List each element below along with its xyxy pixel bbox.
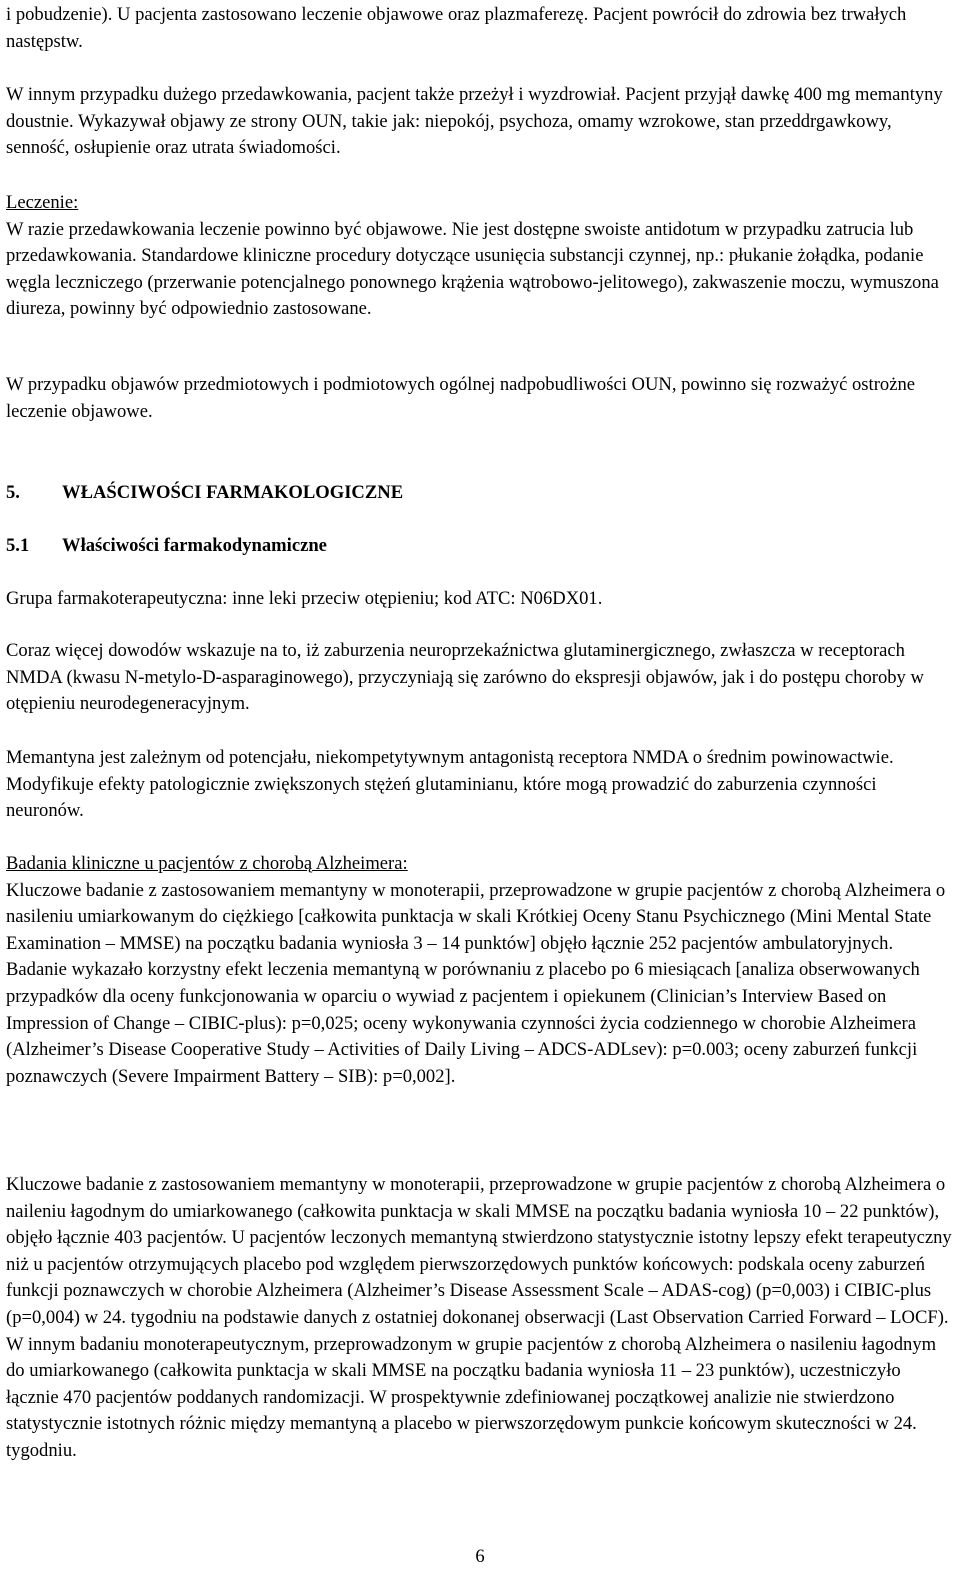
paragraph-atc-code: Grupa farmakoterapeutyczna: inne leki przeciw otępieniu; kod ATC: N06DX01. [6,588,603,609]
section-5-1-number: 5.1 [6,535,30,556]
page-number: 6 [475,1546,485,1567]
paragraph-overdose-case-1: i pobudzenie). U pacjenta zastosowano leczenie objawowe oraz plazmaferezę. Pacjent powrócił do zdrowia bez trwałych następstw. [6,4,907,52]
clinical-trials-text: Kluczowe badanie z zastosowaniem memantyny w monoterapii, przeprowadzone w grupie pacjentów z chorobą Alzheimera o nasileniu umiarkowanym do ciężkiego [całkowita punktacja w skali Krótkiej Oceny Stanu Psychicznego (Mini Mental State Examination – MMSE) na początku badania wyniosła 3 – 14 punktów] objęło łącznie 252 pacjentów ambulatoryjnych. Badanie wykazało korzystny efekt leczenia memantyną w porównaniu z placebo po 6 miesiącach [analiza obserwowanych przypadków dla oceny funkcjonowania w oparciu o wywiad z pacjentem i opiekunem (Clinician’s Interview Based on Impression of Change – CIBIC-plus): p=0,025; oceny wykonywania czynności życia codziennego w chorobie Alzheimera (Alzheimer’s Disease Cooperative Study – Activities of Daily Living – ADCS-ADLsev): p=0.003; oceny zaburzeń funkcji poznawczych (Severe Impairment Battery – SIB): p=0,002]. [6,879,946,1087]
clinical-trials-block [6,851,952,1090]
paragraph-nmda-antagonist: Memantyna jest zależnym od potencjału, niekompetytywnym antagonistą receptora NMDA o średnim powinowactwie. Modyfikuje efekty patologicznie zwiększonych stężeń glutaminianu, które mogą prowadzić do zaburzenia czynności neuronów. [6,747,894,822]
section-5-1-heading [6,533,327,560]
document-page [6,0,954,1572]
section-5-number: 5. [6,482,20,503]
section-5-1-title: Właściwości farmakodynamiczne [62,535,327,556]
section-5-title: WŁAŚCIWOŚCI FARMAKOLOGICZNE [62,482,404,503]
clinical-trials-heading: Badania kliniczne u pacjentów z chorobą Alzheimera: [6,853,408,874]
treatment-heading: Leczenie: [6,192,79,213]
paragraph-cns-symptoms: W przypadku objawów przedmiotowych i podmiotowych ogólnej nadpobudliwości OUN, powinno się rozważyć ostrożne leczenie objawowe. [6,374,916,422]
paragraph-glutamatergic: Coraz więcej dowodów wskazuje na to, iż zaburzenia neuroprzekaźnictwa glutaminergicznego, zwłaszcza w receptorach NMDA (kwasu N-metylo-D-asparaginowego), przyczyniają się zarówno do ekspresji objawów, jak i do postępu choroby w otępieniu neurodegeneracyjnym. [6,640,924,715]
treatment-block [6,190,952,323]
treatment-text: W razie przedawkowania leczenie powinno być objawowe. Nie jest dostępne swoiste antidotum w przypadku zatrucia lub przedawkowania. Standardowe kliniczne procedury dotyczące usunięcia substancji czynnej, np.: płukanie żołądka, podanie węgla leczniczego (przerwanie potencjalnego ponownego krążenia wątrobowo-jelitowego), zakwaszenie moczu, wymuszona diureza, powinny być odpowiednio zastosowane. [6,218,939,320]
paragraph-mild-moderate-trial: Kluczowe badanie z zastosowaniem memantyny w monoterapii, przeprowadzone w grupie pacjentów z chorobą Alzheimera o naileniu łagodnym do umiarkowanego (całkowita punktacja w skali MMSE na początku badania wyniosła 10 – 22 punktów), objęło łącznie 403 pacjentów. U pacjentów leczonych memantyną stwierdzono statystycznie istotny lepszy efekt terapeutyczny niż u pacjentów otrzymujących placebo pod względem pierwszorzędowych punktów końcowych: podskala oceny zaburzeń funkcji poznawczych w chorobie Alzheimera (Alzheimer’s Disease Assessment Scale – ADAS-cog) (p=0,003) i CIBIC-plus (p=0,004) w 24. tygodniu na podstawie danych z ostatniej dokonanej obserwacji (Last Observation Carried Forward – LOCF). W innym badaniu monoterapeutycznym, przeprowadzonym w grupie pacjentów z chorobą Alzheimera o nasileniu łagodnym do umiarkowanego (całkowita punktacja w skali MMSE na początku badania wyniosła 11 – 23 punktów), uczestniczyło łącznie 470 pacjentów poddanych randomizacji. W prospektywnie zdefiniowanej początkowej analizie nie stwierdzono statystycznie istotnych różnic między memantyną a placebo w pierwszorzędowym punkcie końcowym skuteczności w 24. tygodniu. [6,1174,952,1461]
section-5-heading [6,480,403,507]
paragraph-overdose-case-2: W innym przypadku dużego przedawkowania, pacjent także przeżył i wyzdrowiał. Pacjent przyjął dawkę 400 mg memantyny doustnie. Wykazywał objawy ze strony OUN, takie jak: niepokój, psychoza, omamy wzrokowe, stan przeddrgawkowy, senność, osłupienie oraz utrata świadomości. [6,84,943,159]
